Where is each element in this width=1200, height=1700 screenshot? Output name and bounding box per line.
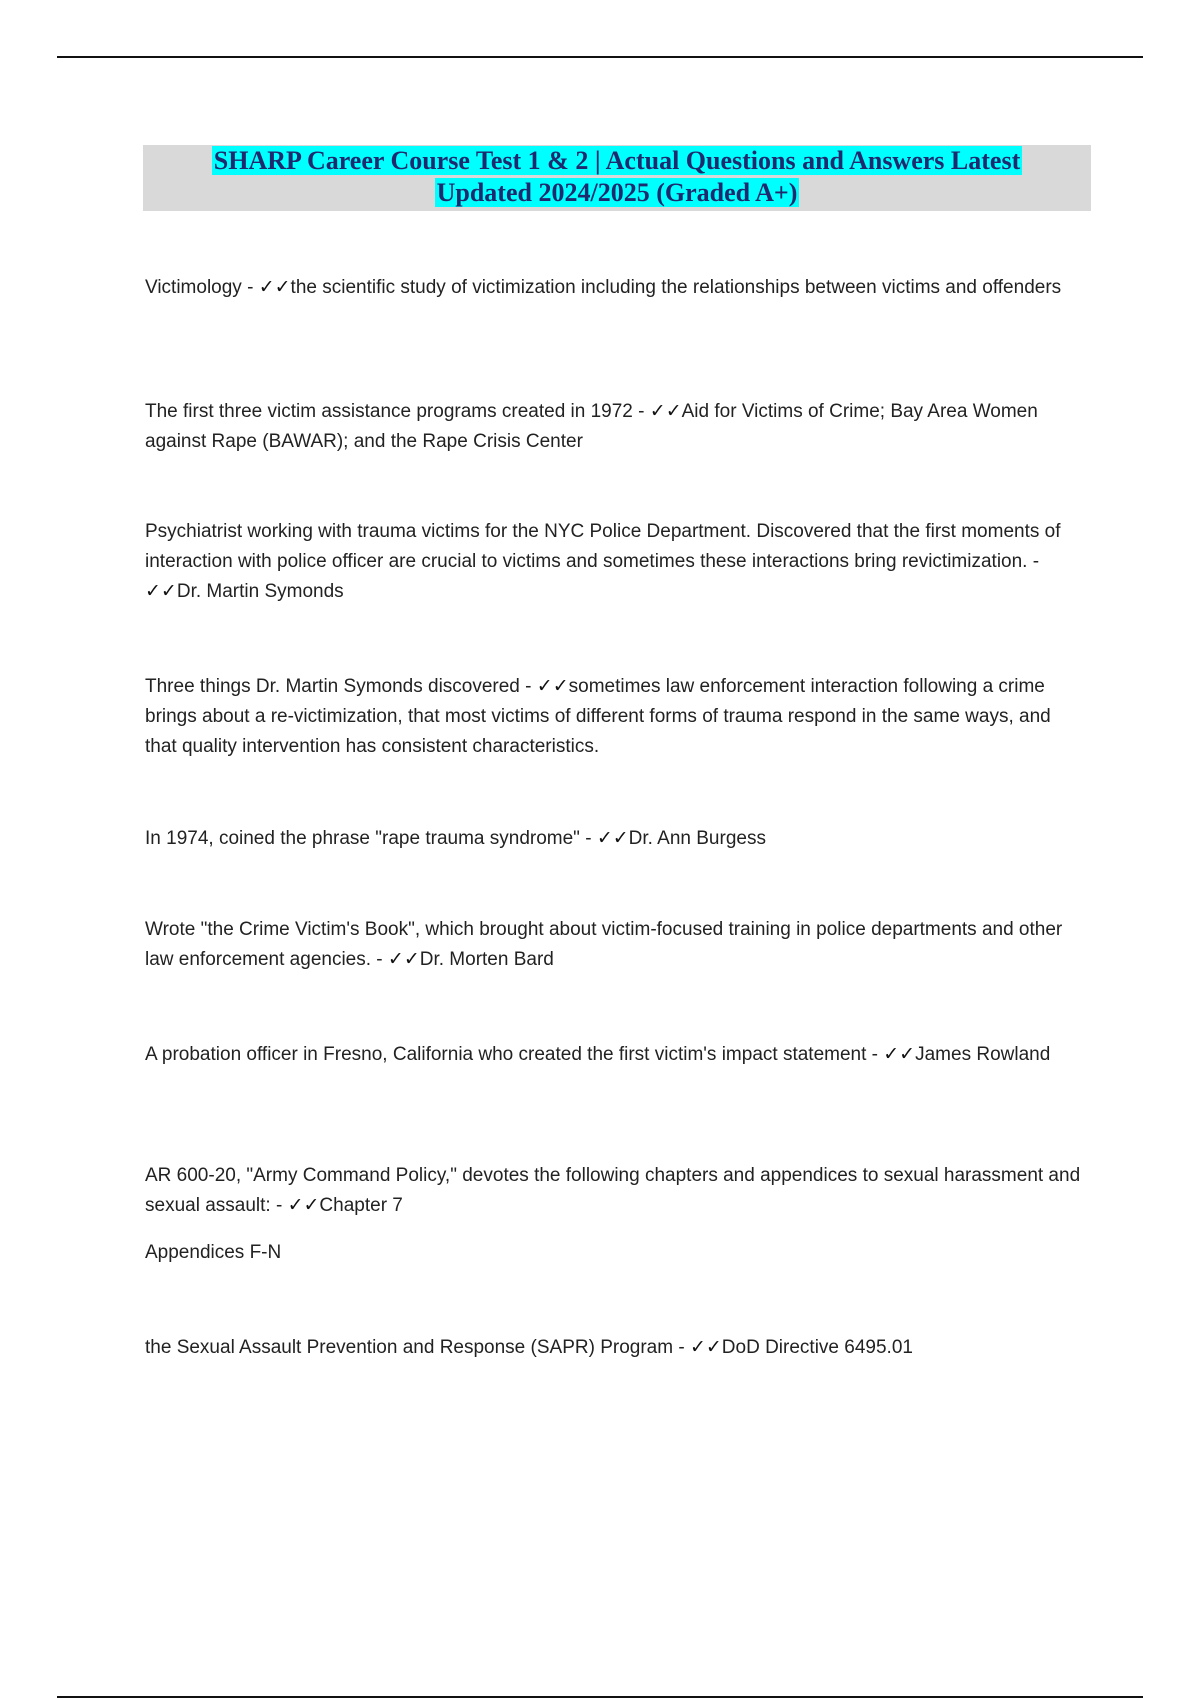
title-line-2: Updated 2024/2025 (Graded A+) — [436, 178, 798, 207]
double-check-icon: ✓✓ — [258, 277, 291, 298]
qa-item-symonds-discoveries: Three things Dr. Martin Symonds discovered - ✓✓sometimes law enforcement interaction following a crime brings about a re-victimization, that most victims of different forms of trauma respond in the same ways, and that quality intervention has consistent characteristics. — [145, 676, 1051, 757]
answer-text: Chapter 7 — [319, 1195, 403, 1216]
answer-text: sometimes law enforcement interaction following a crime brings about a re-victimization, that most victims of different forms of trauma respond in the same ways, and that quality intervention has consistent characteristics. — [145, 676, 1051, 757]
question-text: Three things Dr. Martin Symonds discovered — [145, 676, 520, 697]
question-text: Wrote "the Crime Victim's Book", which brought about victim-focused training in police departments and other law enforcement agencies. — [145, 919, 1063, 970]
qa-item-impact-statement: A probation officer in Fresno, California who created the first victim's impact statement - ✓✓James Rowland — [145, 1044, 1051, 1065]
answer-text: Dr. Ann Burgess — [628, 828, 766, 849]
qa-item-crime-victims-book: Wrote "the Crime Victim's Book", which brought about victim-focused training in police departments and other law enforcement agencies. - ✓✓Dr. Morten Bard — [145, 919, 1063, 970]
answer-extra-text: Appendices F-N — [145, 1242, 282, 1263]
question-text: AR 600-20, "Army Command Policy," devotes the following chapters and appendices to sexual harassment and sexual assault: — [145, 1165, 1081, 1216]
double-check-icon: ✓✓ — [145, 581, 177, 602]
qa-item-victimology: Victimology - ✓✓the scientific study of victimization including the relationships between victims and offenders — [145, 277, 1062, 298]
qa-item-rape-trauma-syndrome: In 1974, coined the phrase "rape trauma syndrome" - ✓✓Dr. Ann Burgess — [145, 828, 766, 849]
answer-text: Aid for Victims of Crime; Bay Area Women against Rape (BAWAR); and the Rape Crisis Center — [145, 401, 1038, 452]
double-check-icon: ✓✓ — [596, 828, 629, 849]
answer-text: Dr. Morten Bard — [419, 949, 554, 970]
question-text: Victimology — [145, 277, 242, 298]
question-text: Psychiatrist working with trauma victims for the NYC Police Department. Discovered that the first moments of interaction with police officer are crucial to victims and sometimes these interactions bring revictimization. — [145, 521, 1061, 572]
answer-text: DoD Directive 6495.01 — [721, 1337, 913, 1358]
double-check-icon: ✓✓ — [883, 1044, 916, 1065]
double-check-icon: ✓✓ — [689, 1337, 722, 1358]
question-text: The first three victim assistance programs created in 1972 — [145, 401, 633, 422]
qa-item-ar-600-20: AR 600-20, "Army Command Policy," devotes the following chapters and appendices to sexual harassment and sexual assault: - ✓✓Chapter 7 — [145, 1165, 1081, 1216]
answer-text: James Rowland — [915, 1044, 1051, 1065]
question-text: In 1974, coined the phrase "rape trauma syndrome" — [145, 828, 580, 849]
answer-text: Dr. Martin Symonds — [176, 581, 344, 602]
question-text: the Sexual Assault Prevention and Response (SAPR) Program — [145, 1337, 674, 1358]
double-check-icon: ✓✓ — [387, 949, 420, 970]
question-text: A probation officer in Fresno, California who created the first victim's impact statement — [145, 1044, 867, 1065]
title-line-1: SHARP Career Course Test 1 & 2 | Actual Questions and Answers Latest — [213, 146, 1021, 175]
qa-item-sapr-program: the Sexual Assault Prevention and Response (SAPR) Program - ✓✓DoD Directive 6495.01 — [145, 1337, 913, 1358]
qa-item-ar-600-20-extra — [145, 1238, 1085, 1268]
bottom-rule — [57, 1696, 1143, 1698]
document-title — [143, 145, 1091, 211]
double-check-icon: ✓✓ — [536, 676, 569, 697]
qa-item-psychiatrist: Psychiatrist working with trauma victims for the NYC Police Department. Discovered that the first moments of interaction with police officer are crucial to victims and sometimes these interactions bring revictimization. - ✓✓Dr. Martin Symonds — [145, 521, 1061, 602]
double-check-icon: ✓✓ — [287, 1195, 320, 1216]
double-check-icon: ✓✓ — [649, 401, 682, 422]
top-rule — [57, 56, 1143, 58]
qa-item-first-programs: The first three victim assistance programs created in 1972 - ✓✓Aid for Victims of Crime; Bay Area Women against Rape (BAWAR); and the Rape Crisis Center — [145, 401, 1038, 452]
answer-text: the scientific study of victimization including the relationships between victims and offenders — [290, 277, 1062, 298]
